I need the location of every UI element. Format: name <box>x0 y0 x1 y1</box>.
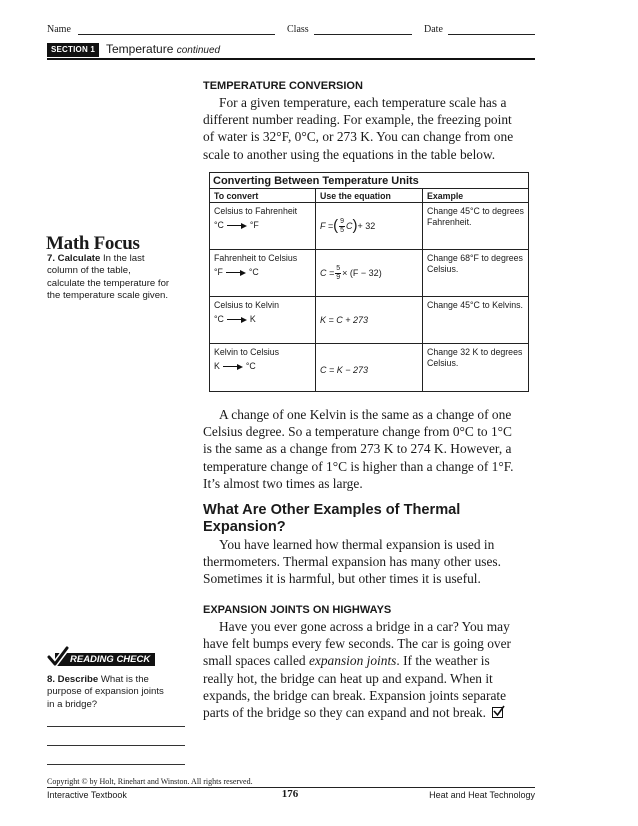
conversion-name: Celsius to Kelvin <box>214 300 280 310</box>
to-unit: °F <box>249 220 259 230</box>
text-line: really hot, the bridge can heat up and expand. When it <box>203 670 493 686</box>
table-title: Converting Between Temperature Units <box>210 173 528 189</box>
question-line: column of the table, <box>47 265 131 277</box>
question-line <box>47 253 187 265</box>
fraction-denominator: 5 <box>340 226 344 234</box>
text-line: It’s almost two times as large. <box>203 475 363 491</box>
conversion-name: Kelvin to Celsius <box>214 347 280 357</box>
conversion-direction <box>214 314 311 325</box>
fraction-numerator: 5 <box>336 265 341 272</box>
joints-paragraph <box>203 618 538 721</box>
close-paren-icon: ) <box>352 217 358 234</box>
checkmark-box-icon <box>492 707 503 718</box>
text-line: is the same as a change from 273 K to 274 K. However, a <box>203 441 512 457</box>
text-line: have felt bumps every few seconds. The car is going over <box>203 636 512 652</box>
text-line: Celsius degree. So a temperature change from 0°C to 1°C <box>203 424 512 440</box>
text-line <box>203 704 538 721</box>
equation-cell <box>316 250 423 296</box>
equation <box>320 253 418 293</box>
footer-book-title: Interactive Textbook <box>47 790 127 800</box>
question-line: in a bridge? <box>47 698 98 710</box>
convert-cell <box>210 344 316 391</box>
conversion-direction <box>214 361 311 372</box>
thermal-paragraph <box>203 536 538 588</box>
equation-lhs: F = <box>320 220 334 231</box>
table-row <box>210 250 528 297</box>
table-row <box>210 297 528 344</box>
math-focus-title: Math Focus <box>46 233 140 254</box>
equation <box>320 206 418 246</box>
joints-heading: EXPANSION JOINTS ON HIGHWAYS <box>203 604 392 616</box>
heading-line: Expansion? <box>203 519 286 535</box>
conversion-direction <box>214 267 311 278</box>
reading-check-label: READING CHECK <box>55 653 155 666</box>
text-line: You have learned how thermal expansion is used in <box>219 537 495 552</box>
to-unit: °C <box>248 267 259 277</box>
question-line: purpose of expansion joints <box>47 686 164 698</box>
text-line: of water is 32°F, 0°C, or 273 K. You can change from one <box>203 129 514 145</box>
footer-chapter-title: Heat and Heat Technology <box>429 790 535 800</box>
kelvin-paragraph <box>203 406 538 492</box>
question-text: In the last <box>103 253 145 264</box>
class-field[interactable] <box>314 34 412 35</box>
text-line <box>203 652 538 669</box>
text-line: scale to another using the equations in the table below. <box>203 146 496 162</box>
open-paren-icon: ( <box>333 217 339 234</box>
example-cell: Change 32 K to degrees Celsius. <box>427 347 523 368</box>
table-header-row <box>210 189 528 203</box>
convert-cell <box>210 203 316 249</box>
name-label: Name <box>47 24 71 35</box>
equation-cell <box>316 297 423 343</box>
equation-cell <box>316 344 423 391</box>
conversion-table <box>209 172 529 392</box>
equation-variable: C <box>346 220 353 231</box>
arrow-right-icon <box>223 364 243 370</box>
text-line: temperature change of 1°C is higher than a change of 1°F. <box>203 458 514 474</box>
conversion-paragraph <box>203 94 538 163</box>
answer-line[interactable] <box>47 764 185 765</box>
text-run: . If the weather is <box>396 653 490 669</box>
text-line: A change of one Kelvin is the same as a change of one <box>219 407 512 422</box>
from-unit: °C <box>214 220 224 230</box>
question-8 <box>47 674 187 711</box>
text-line: For a given temperature, each temperature scale has a <box>219 95 507 110</box>
page-number: 176 <box>281 788 299 800</box>
thermal-heading <box>203 502 533 536</box>
from-unit: °F <box>214 267 223 277</box>
reading-check-badge <box>47 651 157 667</box>
to-unit: K <box>249 314 256 324</box>
question-line <box>47 674 187 686</box>
text-run: small spaces called <box>203 653 309 669</box>
question-label: 8. Describe <box>47 674 99 685</box>
question-line: the temperature scale given. <box>47 290 169 302</box>
fraction <box>339 218 345 234</box>
fraction-denominator: 9 <box>336 273 341 281</box>
conversion-heading: TEMPERATURE CONVERSION <box>203 80 363 92</box>
table-row <box>210 344 528 391</box>
convert-cell <box>210 250 316 296</box>
text-run: parts of the bridge so they can expand and not break. <box>203 705 486 721</box>
question-line: calculate the temperature for <box>47 277 170 289</box>
class-label: Class <box>287 24 309 35</box>
answer-line[interactable] <box>47 745 185 746</box>
equation-rest: + 32 <box>357 220 376 231</box>
conversion-direction <box>214 220 311 231</box>
question-text: What is the <box>100 674 149 685</box>
text-line: different number reading. For example, the freezing point <box>203 112 512 128</box>
arrow-right-icon <box>227 317 247 323</box>
from-unit: K <box>214 361 220 371</box>
example-cell: Change 68°F to degrees Celsius. <box>427 253 523 274</box>
convert-cell <box>210 297 316 343</box>
table-header: To convert <box>210 189 316 202</box>
conversion-name: Celsius to Fahrenheit <box>214 206 298 216</box>
answer-line[interactable] <box>47 726 185 727</box>
equation: C = K − 273 <box>320 365 369 375</box>
section-title <box>106 42 220 56</box>
heading-line: What Are Other Examples of Thermal <box>203 502 461 518</box>
fraction <box>335 265 341 281</box>
term-expansion-joints: expansion joints <box>308 653 397 669</box>
table-row <box>210 203 528 250</box>
example-cell: Change 45°C to degrees Fahrenheit. <box>427 206 524 227</box>
text-line: expands, the bridge can break. Expansion joints separate <box>203 687 507 703</box>
equation-cell <box>316 203 423 249</box>
section-tag: SECTION 1 <box>47 43 99 57</box>
section-title-suffix: continued <box>176 45 221 56</box>
check-mark-icon <box>47 646 69 668</box>
arrow-right-icon <box>227 223 247 229</box>
header-rule <box>47 58 535 60</box>
table-header: Example <box>427 191 464 201</box>
conversion-name: Fahrenheit to Celsius <box>214 253 298 263</box>
equation-lhs: C = <box>320 267 335 278</box>
question-7 <box>47 253 187 303</box>
text-line: Sometimes it is harmful, but other times it is useful. <box>203 571 481 587</box>
from-unit: °C <box>214 314 224 324</box>
section-title-text: Temperature <box>106 42 174 56</box>
equation: K = C + 273 <box>320 314 369 325</box>
text-line: thermometers. Thermal expansion has many other uses. <box>203 554 501 570</box>
equation-rest: × (F − 32) <box>342 267 382 278</box>
name-field[interactable] <box>78 34 275 35</box>
arrow-right-icon <box>226 270 246 276</box>
table-header: Use the equation <box>316 189 423 202</box>
date-field[interactable] <box>448 34 535 35</box>
example-cell: Change 45°C to Kelvins. <box>427 300 523 310</box>
fraction-numerator: 9 <box>340 218 344 225</box>
copyright: Copyright © by Holt, Rinehart and Winston. All rights reserved. <box>47 777 253 786</box>
question-label: 7. Calculate <box>47 253 101 264</box>
date-label: Date <box>424 24 443 35</box>
to-unit: °C <box>245 361 256 371</box>
text-line: Have you ever gone across a bridge in a car? You may <box>219 619 510 634</box>
